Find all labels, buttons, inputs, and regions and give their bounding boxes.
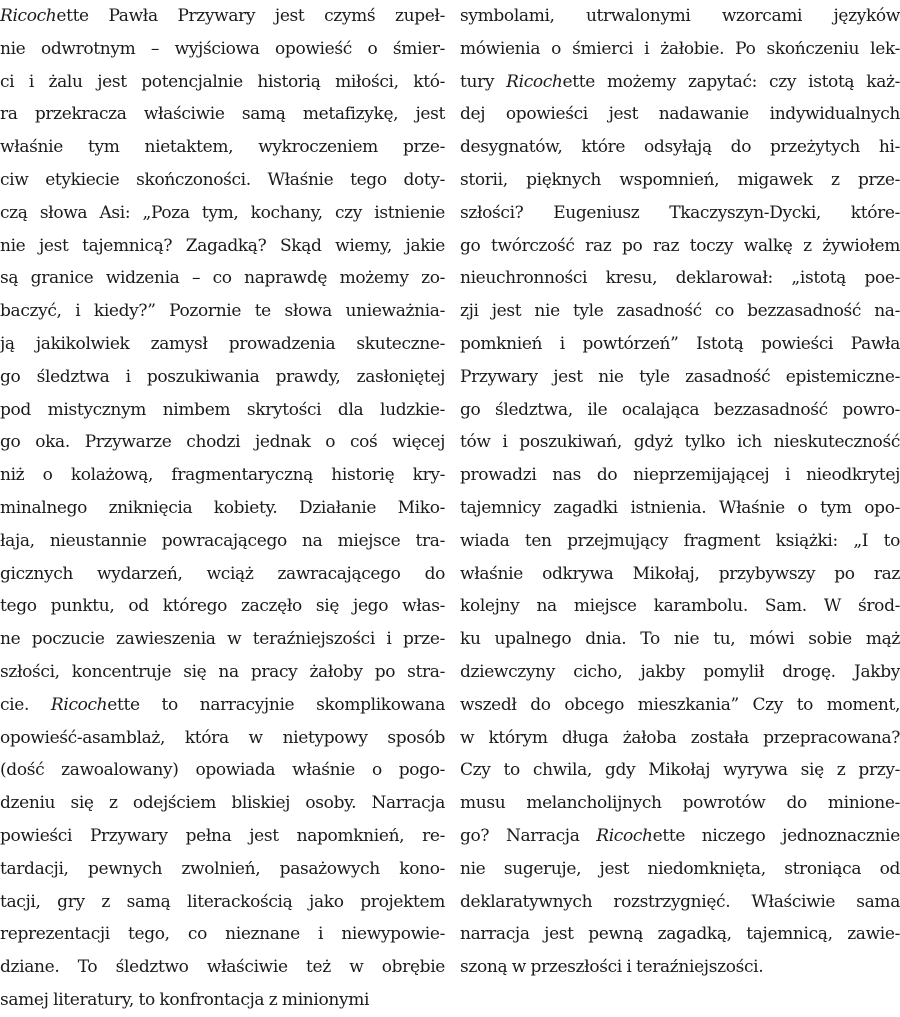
italic-title: Ricoch [50,694,108,715]
text-run: baczyć, i kiedy?” Pozornie te słowa unieważnia- [0,301,445,322]
text-line [460,623,900,656]
text-line [460,525,900,558]
text-run: zji jest nie tyle zasadność co bezzasadność na- [460,301,900,322]
text-line [460,853,900,886]
text-line [460,131,900,164]
text-line [0,33,445,66]
text-line [460,426,900,459]
text-line [0,361,445,394]
text-run: ku upalnego dnia. To nie tu, mówi sobie mąż [460,629,900,650]
text-line [460,918,900,951]
text-line [460,328,900,361]
italic-title: Ricoch [506,71,563,92]
text-line [0,328,445,361]
text-line [0,590,445,623]
text-line [0,197,445,230]
text-line [460,787,900,820]
text-run: prowadzi nas do nieprzemijającej i nieodkrytej [460,465,900,486]
text-run: tów i poszukiwań, gdyż tylko ich nieskuteczność [460,432,900,453]
text-line [460,262,900,295]
text-run: ciw etykiecie skończoności. Właśnie tego doty- [0,169,445,190]
text-run: pod mistycznym nimbem skrytości dla ludzkie- [0,399,445,420]
text-run: narracja jest pewną zagadką, tajemnicą, zawie- [460,924,900,945]
text-run: minalnego zniknięcia kobiety. Działanie Miko- [0,497,445,518]
text-line [460,886,900,919]
text-run: dziane. To śledztwo właściwie też w obrębie [0,957,445,978]
text-run: go oka. Przywarze chodzi jednak o coś więcej [0,432,445,453]
text-run: ją jakikolwiek zamysł prowadzenia skuteczne- [0,333,445,354]
text-run: Przywary jest nie tyle zasadność epistemiczne- [460,366,900,387]
italic-title: Ricoch [0,6,57,26]
text-run: cie. [0,694,51,715]
text-run: wszedł do obcego mieszkania” Czy to moment, [460,694,900,715]
left-text-column [0,0,445,1017]
text-run: właśnie tym nietaktem, wykroczeniem prze- [0,137,445,158]
text-run: szłości, koncentruje się na pracy żałoby po stra- [0,661,445,682]
text-line [0,689,445,722]
text-run: nie odwrotnym – wyjściowa opowieść o śmier- [0,38,445,59]
text-run: dziewczyny cicho, jakby pomylił drogę. Jakby [460,661,900,682]
text-run: dzeniu się z odejściem bliskiej osoby. Narracja [0,793,445,814]
text-line [460,66,900,99]
text-run: go śledztwa, ile ocalająca bezzasadność powro- [460,399,900,420]
text-run: kolejny na miejsce karambolu. Sam. W środ- [460,596,900,617]
text-line [0,820,445,853]
text-line [460,33,900,66]
text-line [460,951,900,984]
text-line [0,984,445,1017]
text-line [460,459,900,492]
text-line [0,623,445,656]
text-line [0,426,445,459]
text-line [0,230,445,263]
text-line [0,66,445,99]
text-line [0,525,445,558]
text-run: tajemnicy zagadki istnienia. Właśnie o tym opo- [460,497,900,518]
text-run: musu melancholijnych powrotów do minione- [460,793,900,814]
text-line [460,230,900,263]
text-run: go twórczość raz po raz toczy walkę z żywiołem [460,235,900,256]
text-run: szłości? Eugeniusz Tkaczyszyn-Dycki, które- [460,202,900,223]
text-run: opowieść-asamblaż, która w nietypowy sposób [0,727,445,748]
text-run: tacji, gry z samą literackością jako projektem [0,891,445,912]
text-run: nie jest tajemnicą? Zagadką? Skąd wiemy, jakie [0,235,445,256]
text-line [460,820,900,853]
text-line [0,394,445,427]
text-run: go? Narracja [460,825,597,846]
text-line [460,164,900,197]
text-line [0,787,445,820]
text-run: tury [460,71,507,92]
text-line [460,689,900,722]
text-run: desygnatów, które odsyłają do przeżytych hi- [460,137,900,158]
text-run: mówienia o śmierci i żałobie. Po skończeniu lek- [460,38,900,59]
text-run: go śledztwa i poszukiwania prawdy, zasłoniętej [0,366,445,387]
text-run: ne poczucie zawieszenia w teraźniejszości i prze- [0,629,445,650]
text-run: szoną w przeszłości i teraźniejszości. [460,957,764,978]
text-line [460,98,900,131]
text-line [0,164,445,197]
text-run: wiada ten przejmujący fragment książki: „I to [460,530,900,551]
text-line [460,722,900,755]
text-line [460,656,900,689]
text-run: ette niczego jednoznacznie [652,825,900,846]
right-text-column [460,0,900,984]
text-line [0,492,445,525]
text-line [460,754,900,787]
text-run: deklaratywnych rozstrzygnięć. Właściwie sama [460,891,900,912]
text-run: reprezentacji tego, co nieznane i niewypowie- [0,924,445,945]
text-line [460,558,900,591]
text-line [0,295,445,328]
text-run: nieuchronności kresu, deklarował: „istotą poe- [460,268,900,289]
italic-title: Ricoch [596,825,653,846]
text-run: Czy to chwila, gdy Mikołaj wyrywa się z przy- [460,760,900,781]
text-line [0,459,445,492]
text-run: dej opowieści jest nadawanie indywidualnych [460,104,900,125]
text-line [0,656,445,689]
text-line [0,918,445,951]
text-run: łaja, nieustannie powracającego na miejsce tra- [0,530,445,551]
text-line [460,492,900,525]
text-line [0,754,445,787]
text-line [0,558,445,591]
text-run: (dość zawoalowany) opowiada właśnie o pogo- [0,760,445,781]
text-run: symbolami, utrwalonymi wzorcami języków [460,6,900,26]
text-run: ci i żalu jest potencjalnie historią miłości, któ- [0,71,445,92]
text-run: tego punktu, od którego zaczęło się jego włas- [0,596,445,617]
text-run: w którym długa żałoba została przepracowana? [460,727,900,748]
text-run: ette możemy zapytać: czy istotą każ- [562,71,900,92]
text-line [460,295,900,328]
text-run: są granice widzenia – co naprawdę możemy zo- [0,268,445,289]
text-run: ette Pawła Przywary jest czymś zupeł- [56,6,445,26]
text-line [0,98,445,131]
text-run: gicznych wydarzeń, wciąż zawracającego do [0,563,445,584]
text-line [0,853,445,886]
text-run: tardacji, pewnych zwolnień, pasażowych kono- [0,858,445,879]
text-run: ette to narracyjnie skomplikowana [107,694,445,715]
text-line [460,361,900,394]
text-line [0,886,445,919]
text-line [460,590,900,623]
text-line [460,197,900,230]
text-run: czą słowa Asi: „Poza tym, kochany, czy istnienie [0,202,445,223]
text-line [0,262,445,295]
text-run: ra przekracza właściwie samą metafizykę, jest [0,104,445,125]
text-run: storii, pięknych wspomnień, migawek z prze- [460,169,900,190]
text-run: samej literatury, to konfrontacja z minionymi [0,989,370,1010]
text-run: nie sugeruje, jest niedomknięta, stroniąca od [460,858,900,879]
text-line [0,0,445,33]
text-line [460,394,900,427]
text-run: właśnie odkrywa Mikołaj, przybywszy po raz [460,563,900,584]
text-line [0,131,445,164]
text-run: powieści Przywary pełna jest napomknień, re- [0,825,445,846]
text-run: pomknień i powtórzeń” Istotą powieści Pawła [460,333,900,354]
text-run: niż o kolażową, fragmentaryczną historię kry- [0,465,445,486]
text-line [0,722,445,755]
text-line [0,951,445,984]
text-line [460,0,900,33]
